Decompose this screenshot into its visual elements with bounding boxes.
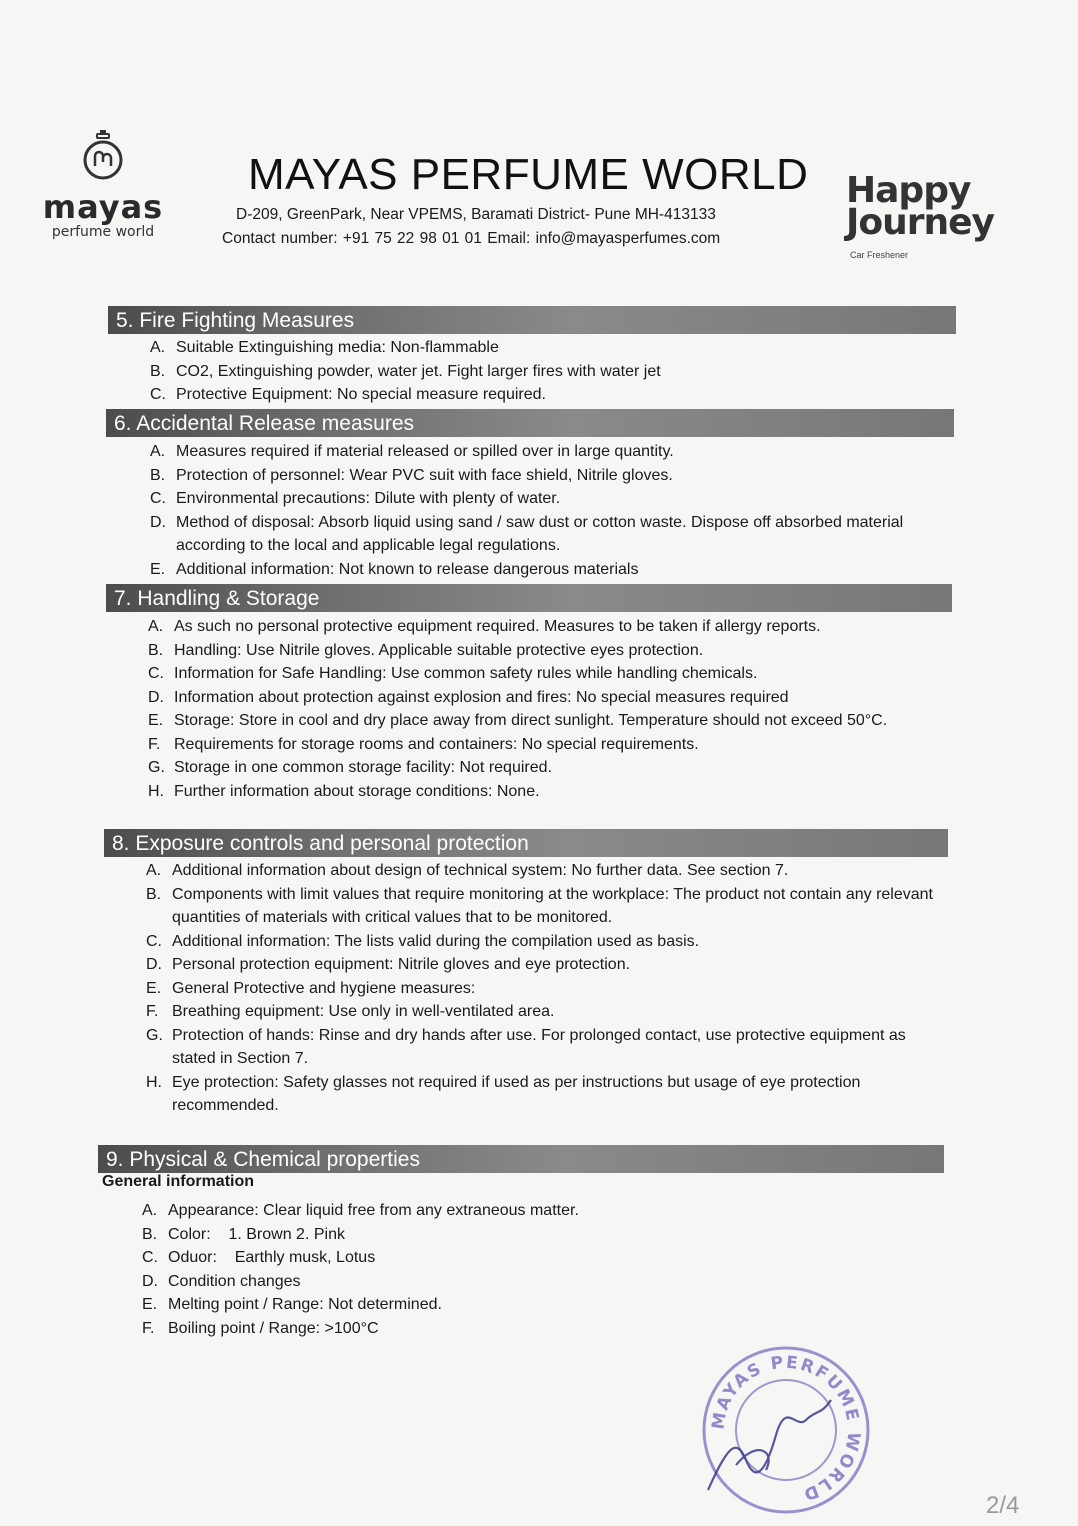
section-7-list [148,615,948,803]
section-9-list [142,1199,942,1340]
section-6-heading: 6. Accidental Release measures [106,409,954,437]
list-item: C. Additional information: The lists valid during the compilation used as basis. [146,932,700,950]
brand-name: mayas [42,188,164,226]
list-item: G. Storage in one common storage facility: Not required. [148,759,552,776]
company-contact: Contact number: +91 75 22 98 01 01 Email: info@mayasperfumes.com [222,230,721,247]
logo-subtitle: Car Freshener [850,250,909,260]
list-item: B. Protection of personnel: Wear PVC suit with face shield, Nitrile gloves. [150,466,673,484]
list-item: B. Handling: Use Nitrile gloves. Applicable suitable protective eyes protection. [148,641,704,659]
list-item: D. Information about protection against explosion and fires: No special measures required [148,688,789,706]
section-5-list [150,336,950,407]
list-item: B. Components with limit values that require monitoring at the workplace: The product not contain any relevant quantities of materials with critical values that to be monitored. [146,885,933,926]
list-item: B. CO2, Extinguishing powder, water jet. Fight larger fires with water jet [150,362,661,380]
list-item: F. Breathing equipment: Use only in well-ventilated area. [146,1003,555,1020]
list-item: H. Eye protection: Safety glasses not required if used as per instructions but usage of eye protection recommended. [146,1073,861,1114]
brand-tagline: perfume world [51,224,155,240]
list-item: A. Appearance: Clear liquid free from any extraneous matter. [142,1202,579,1219]
stamp-text: MAYAS PERFUME WORLD [708,1352,864,1505]
list-item: F. Requirements for storage rooms and containers: No special requirements. [148,735,699,753]
list-item: D. Personal protection equipment: Nitrile gloves and eye protection. [146,956,631,973]
company-name: MAYAS PERFUME WORLD [248,150,809,199]
list-item: C. Environmental precautions: Dilute with plenty of water. [150,490,561,507]
section-9-heading: 9. Physical & Chemical properties [98,1145,944,1173]
section-7-heading: 7. Handling & Storage [106,584,952,612]
company-address: D-209, GreenPark, Near VPEMS, Baramati District- Pune MH-413133 [236,206,716,223]
list-item: A. Additional information about design of technical system: No further data. See section 7. [146,862,789,879]
happy-journey-logo [842,172,1012,264]
perfume-bottle-icon [81,128,125,182]
list-item: E. General Protective and hygiene measures: [146,979,476,997]
page-number: 2/4 [986,1492,1020,1519]
list-item: C. Oduor: Earthly musk, Lotus [142,1249,376,1266]
svg-text:MAYAS PERFUME WORLD [708,1353,863,1505]
logo-line-2: Journey [846,202,995,243]
section-5-heading: 5. Fire Fighting Measures [108,306,956,334]
list-item: B. Color: 1. Brown 2. Pink [142,1225,345,1243]
list-item: A. Measures required if material released or spilled over in large quantity. [150,443,674,460]
company-stamp [696,1340,876,1520]
section-8-list [146,859,946,1118]
general-information-heading: General information [102,1173,255,1190]
section-6-list [150,440,950,581]
list-item: C. Information for Safe Handling: Use common safety rules while handling chemicals. [148,665,758,682]
list-item: E. Melting point / Range: Not determined. [142,1296,442,1313]
section-8-heading: 8. Exposure controls and personal protection [104,829,948,857]
list-item: A. As such no personal protective equipment required. Measures to be taken if allergy reports. [148,618,821,635]
list-item: D. Method of disposal: Absorb liquid using sand / saw dust or cotton waste. Dispose off absorbed material according to the local and applicable legal regulations. [150,513,904,554]
logo-line-1: Happy [846,170,971,211]
mayas-logo [38,128,168,240]
list-item: F. Boiling point / Range: >100°C [142,1319,379,1337]
list-item: G. Protection of hands: Rinse and dry hands after use. For prolonged contact, use protective equipment as stated in Section 7. [146,1026,906,1067]
list-item: A. Suitable Extinguishing media: Non-flammable [150,339,499,356]
list-item: C. Protective Equipment: No special measure required. [150,386,546,403]
list-item: E. Additional information: Not known to release dangerous materials [150,560,639,578]
list-item: E. Storage: Store in cool and dry place away from direct sunlight. Temperature should not exceed 50°C. [148,712,888,729]
list-item: H. Further information about storage conditions: None. [148,782,540,800]
list-item: D. Condition changes [142,1272,301,1290]
